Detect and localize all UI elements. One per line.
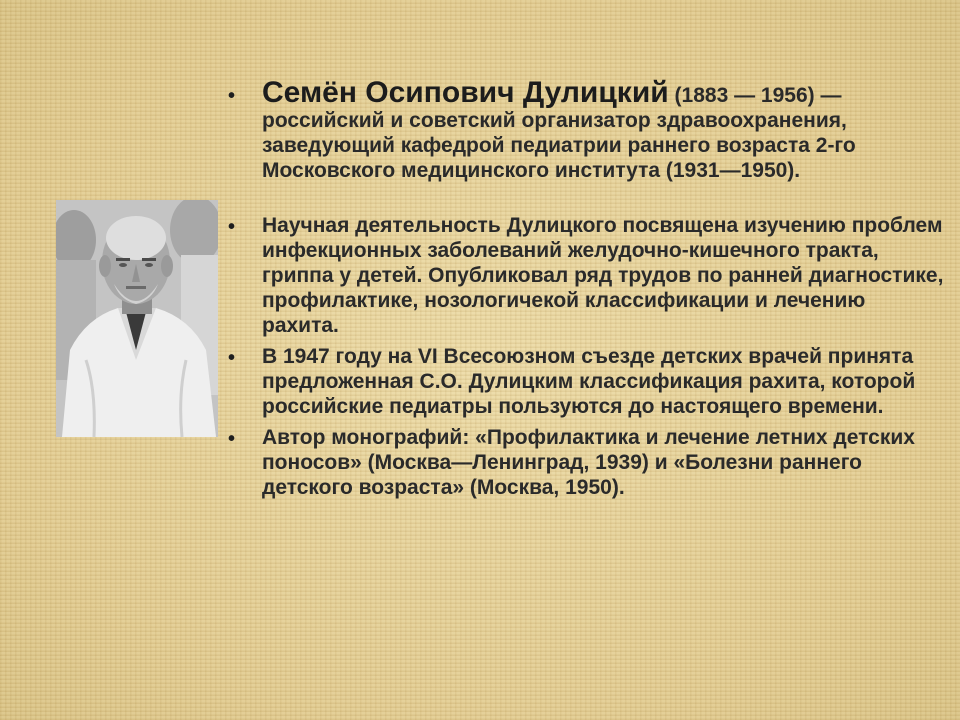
biography-text: (1883 — 1956) — российский и советский организатор здравоохранения, заведующий кафедрой педиатрии раннего возраста 2-го Московского медицинского института (1931—1950). bbox=[262, 84, 856, 182]
bullet-marker: • bbox=[228, 347, 236, 369]
bullet-biography bbox=[226, 78, 946, 183]
bullet-research bbox=[226, 213, 946, 338]
bullet-classification bbox=[226, 344, 946, 419]
monographs-text: Автор монографий: «Профилактика и лечение летних детских поносов» (Москва—Ленинград, 1939) и «Болезни раннего детского возраста» (Москва, 1950). bbox=[262, 426, 915, 499]
bullet-marker: • bbox=[228, 85, 236, 107]
bullet-marker: • bbox=[228, 216, 236, 238]
portrait-image bbox=[56, 200, 218, 437]
bullet-monographs bbox=[226, 425, 946, 500]
classification-text: В 1947 году на VI Всесоюзном съезде детских врачей принята предложенная С.О. Дулицким классификация рахита, которой российские педиатры пользуются до настоящего времени. bbox=[262, 345, 916, 418]
bullet-list bbox=[226, 78, 946, 500]
research-text: Научная деятельность Дулицкого посвящена изучению проблем инфекционных заболеваний желудочно-кишечного тракта, гриппа у детей. Опубликовал ряд трудов по ранней диагностике, профилактике, нозологичекой классификации и лечению рахита. bbox=[262, 214, 944, 337]
person-name: Семён Осипович Дулицкий bbox=[262, 76, 669, 109]
portrait-photo bbox=[56, 200, 218, 437]
bullet-marker: • bbox=[228, 428, 236, 450]
